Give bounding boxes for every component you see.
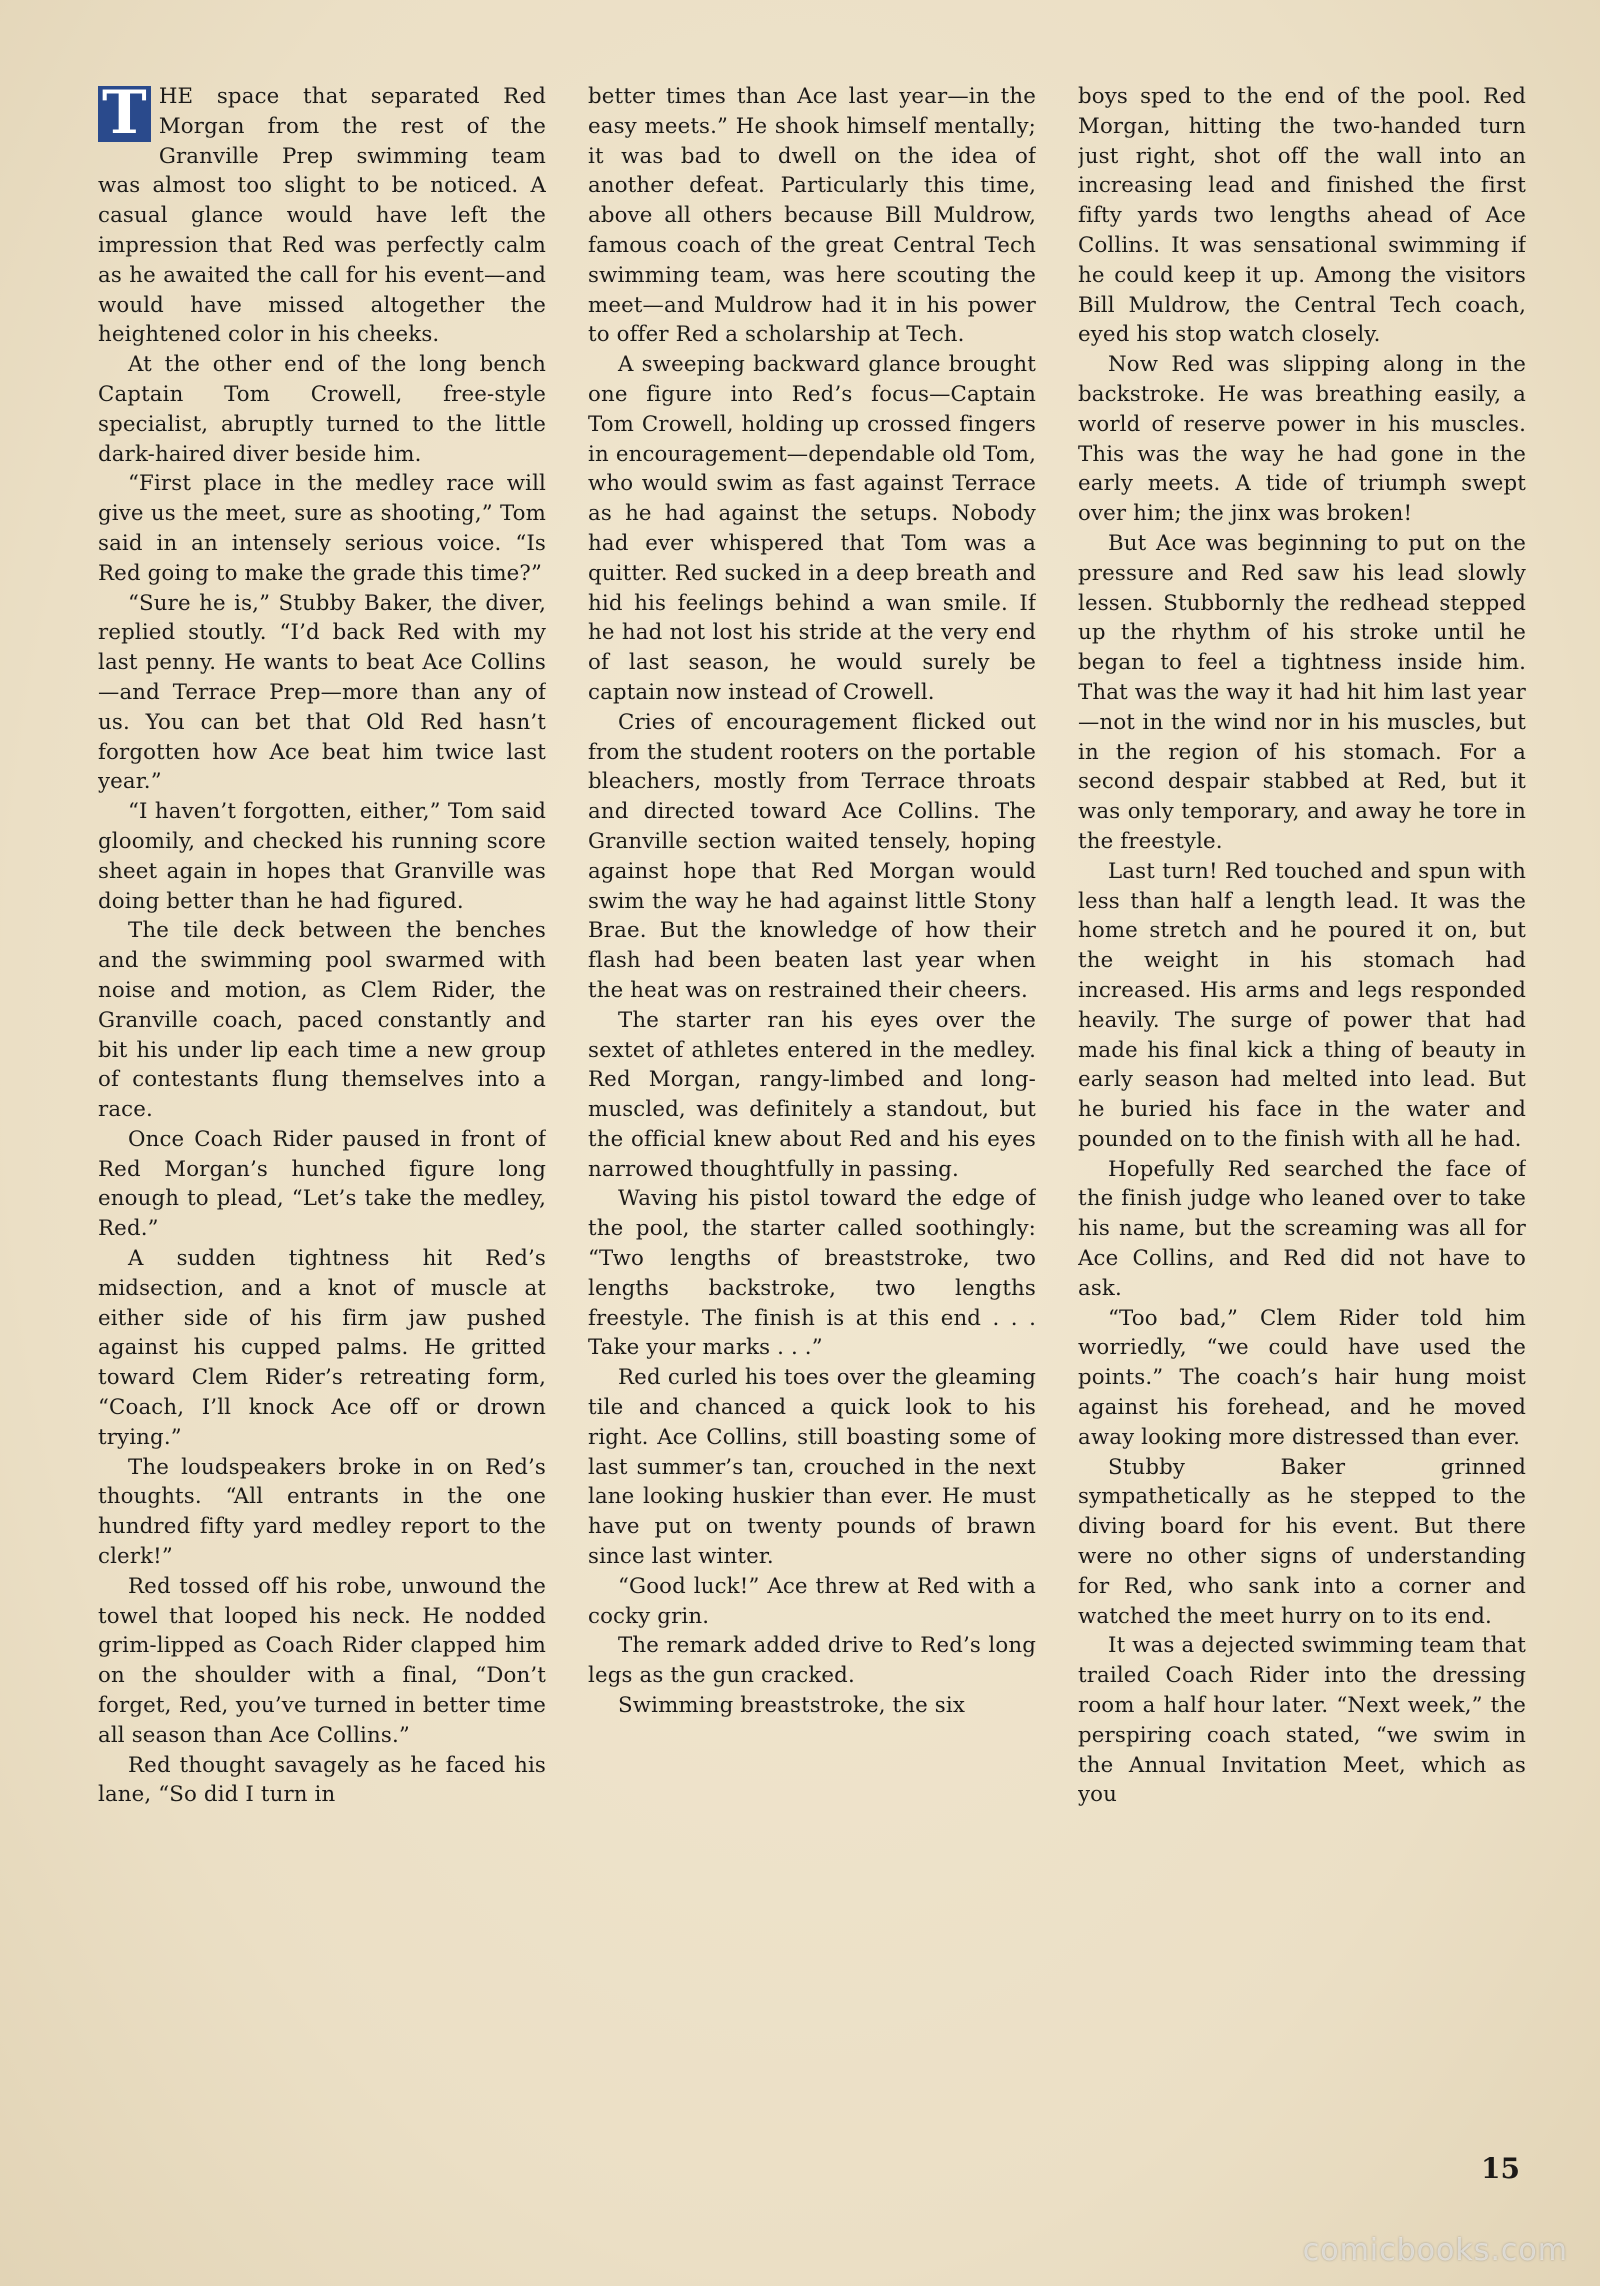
paragraph: “Good luck!” Ace threw at Red with a cocky grin. [588, 1573, 1036, 1629]
drop-cap: T [98, 86, 151, 142]
paragraph: But Ace was beginning to put on the pressure and Red saw his lead slowly lessen. Stubbornly the redhead stepped up the rhythm of his stroke until he began to feel a tightness inside him. That was the way it had hit him last year—not in the wind nor in his muscles, but in the region of his stomach. For a second despair stabbed at Red, but it was only temporary, and away he tore in the freestyle. [1078, 530, 1526, 854]
paragraph: “Too bad,” Clem Rider told him worriedly, “we could have used the points.” The coach’s hair hung moist against his forehead, and he moved away looking more distressed than ever. [1078, 1305, 1526, 1450]
paragraph: “Sure he is,” Stubby Baker, the diver, replied stoutly. “I’d back Red with my last penny. He wants to beat Ace Collins—and Terrace Prep—more than any of us. You can bet that Old Red hasn’t forgotten how Ace beat him twice last year.” [98, 590, 546, 795]
text-columns [98, 82, 1526, 2142]
paragraph: boys sped to the end of the pool. Red Morgan, hitting the two-handed turn just right, shot off the wall into an increasing lead and finished the first fifty yards two lengths ahead of Ace Collins. It was sensational swimming if he could keep it up. Among the visitors Bill Muldrow, the Central Tech coach, eyed his stop watch closely. [1078, 84, 1526, 348]
paragraph: Red thought savagely as he faced his lane, “So did I turn in [98, 1752, 546, 1808]
paragraph: “I haven’t forgotten, either,” Tom said gloomily, and checked his running score sheet again in hopes that Granville was doing better than he had figured. [98, 799, 546, 914]
paragraph: “First place in the medley race will give us the meet, sure as shooting,” Tom said in an intensely serious voice. “Is Red going to make the grade this time?” [98, 471, 546, 586]
paragraph: better times than Ace last year—in the easy meets.” He shook himself mentally; it was bad to dwell on the idea of another defeat. Particularly this time, above all others because Bill Muldrow, famous coach of the great Central Tech swimming team, was here scouting the meet—and Muldrow had it in his power to offer Red a scholarship at Tech. [588, 84, 1036, 348]
paragraph: The remark added drive to Red’s long legs as the gun cracked. [588, 1633, 1036, 1689]
paragraph: Stubby Baker grinned sympathetically as he stepped to the diving board for his event. But there were no other signs of understanding for Red, who sank into a corner and watched the meet hurry on to its end. [1078, 1454, 1526, 1629]
paragraph-text: HE space that separated Red Morgan from the rest of the Granville Prep swimming team was almost too slight to be noticed. A casual glance would have left the impression that Red was perfectly calm as he awaited the call for his event—and would have missed altogether the heightened color in his cheeks. [98, 84, 546, 348]
paragraph: Hopefully Red searched the face of the finish judge who leaned over to take his name, but the screaming was all for Ace Collins, and Red did not have to ask. [1078, 1156, 1526, 1301]
paragraph: Last turn! Red touched and spun with less than half a length lead. It was the home stretch and he poured it on, but the weight in his stomach had increased. His arms and legs responded heavily. The surge of power that had made his final kick a thing of beauty in early season had melted into lead. But he buried his face in the water and pounded on to the finish with all he had. [1078, 858, 1526, 1152]
column-1 [98, 82, 546, 2142]
paragraph: At the other end of the long bench Captain Tom Crowell, free-style specialist, abruptly turned to the little dark-haired diver beside him. [98, 352, 546, 467]
paragraph: Red tossed off his robe, unwound the towel that looped his neck. He nodded grim-lipped as Coach Rider clapped him on the shoulder with a final, “Don’t forget, Red, you’ve turned in better time all season than Ace Collins.” [98, 1573, 546, 1748]
paragraph: Red curled his toes over the gleaming tile and chanced a quick look to his right. Ace Collins, still boasting some of last summer’s tan, crouched in the next lane looking huskier than ever. He must have put on twenty pounds of brawn since last winter. [588, 1365, 1036, 1570]
paragraph: The loudspeakers broke in on Red’s thoughts. “All entrants in the one hundred fifty yard medley report to the clerk!” [98, 1454, 546, 1570]
column-2 [588, 82, 1036, 2142]
paragraph: A sweeping backward glance brought one figure into Red’s focus—Captain Tom Crowell, holding up crossed fingers in encouragement—dependable old Tom, who would swim as fast against Terrace as he had against the setups. Nobody had ever whispered that Tom was a quitter. Red sucked in a deep breath and hid his feelings behind a wan smile. If he had not lost his stride at the very end of last season, he would surely be captain now instead of Crowell. [588, 352, 1036, 705]
paragraph: Swimming breaststroke, the six [618, 1693, 965, 1719]
paragraph: Cries of encouragement flicked out from the student rooters on the portable bleachers, mostly from Terrace throats and directed toward Ace Collins. The Granville section waited tensely, hoping against hope that Red Morgan would swim the way he had against little Stony Brae. But the knowledge of how their flash had been beaten last year when the heat was on restrained their cheers. [588, 709, 1036, 1003]
paragraph: Waving his pistol toward the edge of the pool, the starter called soothingly: “Two lengths of breaststroke, two lengths backstroke, two lengths freestyle. The finish is at this end . . . Take your marks . . .” [588, 1186, 1036, 1361]
paragraph: Once Coach Rider paused in front of Red Morgan’s hunched figure long enough to plead, “Let’s take the medley, Red.” [98, 1126, 546, 1242]
paragraph: The starter ran his eyes over the sextet of athletes entered in the medley. Red Morgan, rangy-limbed and long-muscled, was definitely a standout, but the official knew about Red and his eyes narrowed thoughtfully in passing. [588, 1007, 1036, 1182]
column-3 [1078, 82, 1526, 2142]
paragraph: A sudden tightness hit Red’s midsection, and a knot of muscle at either side of his firm jaw pushed against his cupped palms. He gritted toward Clem Rider’s retreating form, “Coach, I’ll knock Ace off or drown trying.” [98, 1246, 546, 1450]
paragraph: It was a dejected swimming team that trailed Coach Rider into the dressing room a half hour later. “Next week,” the perspiring coach stated, “we swim in the Annual Invitation Meet, which as you [1078, 1633, 1526, 1808]
paragraph [98, 82, 546, 350]
paragraph: Now Red was slipping along in the backstroke. He was breathing easily, a world of reserve power in his muscles. This was the way he had gone in the early meets. A tide of triumph swept over him; the jinx was broken! [1078, 352, 1526, 527]
paragraph: The tile deck between the benches and the swimming pool swarmed with noise and motion, as Clem Rider, the Granville coach, paced constantly and bit his under lip each time a new group of contestants flung themselves into a race. [98, 918, 546, 1123]
page-number: 15 [1481, 2152, 1520, 2185]
watermark: comicbooks.com [1302, 2233, 1568, 2268]
